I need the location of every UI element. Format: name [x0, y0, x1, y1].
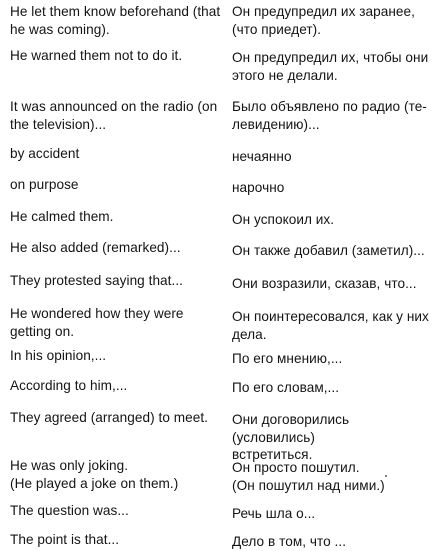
phrase-russian: Он поинтересовался, как у них дела. [232, 309, 429, 342]
phrase-russian: Было объявлено по радио (те- левидению)... [232, 99, 427, 132]
phrase-russian: По его словам,... [232, 380, 340, 395]
print-speck [385, 475, 387, 477]
phrase-russian: Он предупредил их, чтобы они этого не делали. [232, 50, 429, 83]
phrase-russian: Он просто пошутил. (Он пошутил над ними.) [232, 460, 385, 493]
phrase-russian: Речь шла о... [232, 506, 316, 521]
phrase-russian: По его мнению,... [232, 351, 343, 366]
phrase-english: He was only joking. (He played a joke on them.) [10, 458, 179, 491]
phrase-english: He calmed them. [10, 209, 114, 224]
phrase-english: He let them know beforehand (that he was coming). [10, 4, 221, 37]
phrase-english: He also added (remarked)... [10, 240, 181, 255]
phrase-english: They agreed (arranged) to meet. [10, 410, 209, 425]
phrase-english: They protested saying that... [10, 273, 183, 288]
phrase-russian: Он успокоил их. [232, 212, 335, 227]
phrase-russian: Они возразили, сказав, что... [232, 276, 417, 291]
phrase-russian: нечаянно [232, 149, 292, 164]
phrase-english: The question was... [10, 503, 129, 518]
phrase-english: He wondered how they were getting on. [10, 306, 184, 339]
phrase-english: According to him,... [10, 378, 128, 393]
phrase-russian: Они договорились (условились) встретиться. [232, 412, 350, 462]
phrase-english: It was announced on the radio (on the television)... [10, 99, 218, 132]
phrase-english: In his opinion,... [10, 348, 107, 363]
phrase-russian: Он предупредил их заранее, (что приедет). [232, 4, 415, 37]
phrase-english: by accident [10, 146, 80, 161]
phrase-russian: Он также добавил (заметил)... [232, 243, 425, 258]
phrase-english: on purpose [10, 177, 79, 192]
phrase-russian: Дело в том, что ... [232, 534, 347, 549]
phrase-english: The point is that... [10, 532, 120, 547]
phrase-english: He warned them not to do it. [10, 48, 183, 63]
phrase-russian: нарочно [232, 180, 285, 195]
